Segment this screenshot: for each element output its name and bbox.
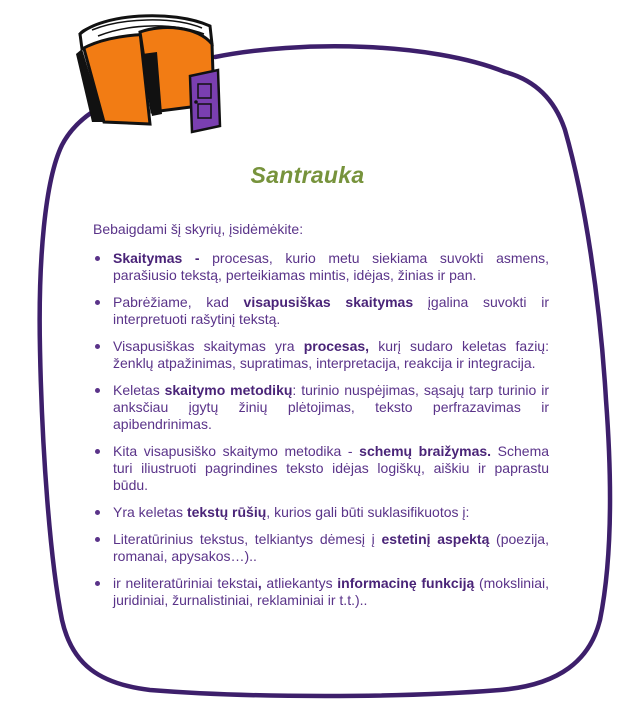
list-item: Pabrėžiame, kad visapusiškas skaitymas įgalina suvokti ir interpretuoti rašytinį tekstą. [93,294,549,328]
list-item: Keletas skaitymo metodikų: turinio nuspėjimas, sąsajų tarp turinio ir anksčiau įgytų žinių plėtojimas, teksto perfrazavimas ir apibendrinimas. [93,382,549,433]
list-item: Visapusiškas skaitymas yra procesas, kurį sudaro keletas fazių: ženklų atpažinimas, supratimas, interpretacija, reakcija ir integracija. [93,338,549,372]
summary-list [93,250,549,619]
page-title: Santrauka [250,162,365,188]
list-item: Skaitymas - procesas, kurio metu siekiama suvokti asmens, parašiusio tekstą, perteikiamas mintis, idėjas, žinias ir pan. [93,250,549,284]
list-item: Literatūrinius tekstus, telkiantys dėmesį į estetinį aspektą (poezija, romanai, apysakos…).. [93,531,549,565]
open-book-icon [62,4,232,134]
list-item: ir neliteratūriniai tekstai, atliekantys informacinę funkciją (moksliniai, juridiniai, žurnalistiniai, reklaminiai ir t.t.).. [93,575,549,609]
list-item: Yra keletas tekstų rūšių, kurios gali būti suklasifikuotos į: [93,504,549,521]
list-item: Kita visapusiško skaitymo metodika - schemų braižymas. Schema turi iliustruoti pagrindines teksto idėjas logiškų, aiškiu ir paprastu būdu. [93,443,549,494]
intro-text: Bebaigdami šį skyrių, įsidėmėkite: [93,221,304,237]
